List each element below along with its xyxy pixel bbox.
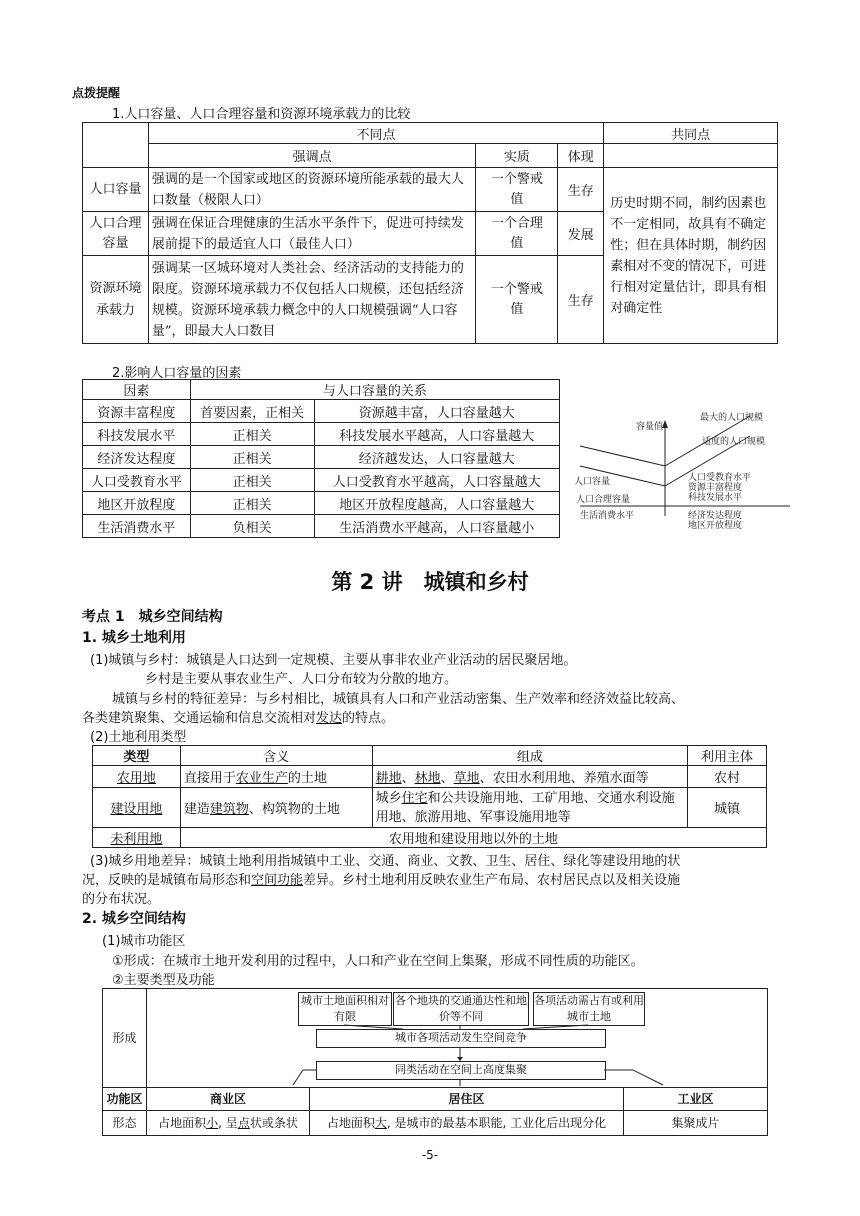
flow-arrows bbox=[103, 989, 767, 1087]
underlined-term: 农业生产 bbox=[235, 771, 288, 786]
text-span: 占地面积 bbox=[158, 1116, 207, 1130]
shape-label: 形态 bbox=[112, 1116, 137, 1130]
empty-header-cell bbox=[604, 144, 778, 168]
row-manifestation: 生存 bbox=[558, 256, 604, 344]
row-emphasis: 强调在保证合理健康的生活水平条件下，促进可持续发展前提下的最适宜人口（最佳人口） bbox=[148, 212, 475, 256]
text-span: , 呈 bbox=[218, 1116, 238, 1130]
paragraph-differences-1: 城镇与乡村的特征差异：与乡村相比，城镇具有人口和产业活动密集、生产效率和经济效益比较高、 bbox=[112, 692, 685, 707]
underlined-term: 发达 bbox=[316, 711, 343, 726]
x-right-label-2: 资源丰富程度 bbox=[688, 483, 743, 493]
factor-name: 经济发达程度 bbox=[83, 446, 191, 469]
types-paragraph: ②主要类型及功能 bbox=[112, 973, 215, 988]
text-span: 各类建筑聚集、交通运输和信息交流相对 bbox=[82, 711, 317, 726]
header-differences: 不同点 bbox=[148, 123, 603, 144]
table1-caption: 1.人口容量、人口合理容量和资源环境承载力的比较 bbox=[112, 107, 411, 122]
header-nature: 实质 bbox=[476, 144, 558, 168]
meaning-unused: 农用地和建设用地以外的土地 bbox=[180, 828, 766, 848]
text-span: 差异。乡村土地利用反映农业生产布局、农村居民点以及相关设施 bbox=[303, 873, 681, 888]
factor-correlation: 负相关 bbox=[190, 515, 314, 538]
land-use-subtitle: (2)土地利用类型 bbox=[90, 730, 187, 745]
underlined-term: 耕地 bbox=[375, 771, 402, 786]
factor-description: 地区开放程度越高，人口容量越大 bbox=[314, 492, 559, 515]
header-zone: 功能区 bbox=[106, 1092, 143, 1106]
subject-construction: 城镇 bbox=[688, 788, 767, 828]
text-span: 况，反映的是城镇布局形态和 bbox=[82, 873, 252, 888]
header-manifestation: 体现 bbox=[558, 144, 604, 168]
hint-title: 点拨提醒 bbox=[72, 86, 121, 100]
formation-paragraph: ①形成：在城市土地开发利用的过程中，人口和产业在空间上集聚，形成不同性质的功能区。 bbox=[112, 954, 644, 969]
row-emphasis: 强调某一区城环境对人类社会、经济活动的支持能力的限度。资源环境承载力不仅包括人口规模，还包括经济规模。资源环境承载力概念中的人口规模强调“人口容量”，即最大人口数目 bbox=[148, 256, 475, 344]
row-manifestation: 生存 bbox=[558, 168, 604, 212]
factor-description: 生活消费水平越高，人口容量越小 bbox=[314, 515, 559, 538]
header-composition: 组成 bbox=[372, 746, 688, 766]
paragraph-urban-rural: (1)城镇与乡村：城镇是人口达到一定规模、主要从事非农业产业活动的居民聚居地。 bbox=[90, 653, 577, 668]
underlined-term: 住宅 bbox=[401, 790, 428, 806]
functional-zone-subtitle: (1)城市功能区 bbox=[102, 934, 186, 949]
page-number: -5- bbox=[421, 1148, 439, 1162]
formation-label: 形成 bbox=[112, 1031, 137, 1045]
flow-box-agglomeration: 同类活动在空间上高度集聚 bbox=[316, 1061, 606, 1080]
row-name: 资源环境承载力 bbox=[83, 256, 149, 344]
row-emphasis: 强调的是一个国家或地区的资源环境所能承载的最大人口数量（极限人口） bbox=[148, 168, 475, 212]
subject-agricultural: 农村 bbox=[688, 766, 767, 788]
row-manifestation: 发展 bbox=[558, 212, 604, 256]
common-points-cell: 历史时期不同，制约因素也不一定相同，故具有不确定性；但在具体时期，制约因素相对不变的情况下，可进行相对定量估计，即具有相对确定性 bbox=[604, 168, 778, 344]
section1-title: 1. 城乡土地利用 bbox=[82, 630, 186, 646]
text-span: 、农田水利用地、养殖水面等 bbox=[479, 771, 649, 786]
x-left-label: 生活消费水平 bbox=[580, 511, 635, 521]
underlined-term: 小 bbox=[206, 1116, 219, 1130]
x-right-label-5: 地区开放程度 bbox=[688, 521, 743, 531]
paragraph-rural: 乡村是主要从事农业生产、人口分布较为分散的地方。 bbox=[145, 672, 458, 687]
empty-corner-cell bbox=[83, 123, 149, 168]
flow-box-land-limited: 城市土地面积相对有限 bbox=[298, 992, 392, 1026]
suitable-scale-label: 适度的人口规模 bbox=[702, 437, 766, 447]
text-span: 、 bbox=[440, 771, 454, 786]
flow-box-competition: 城市各项活动发生空间竞争 bbox=[316, 1029, 606, 1048]
row-name: 人口合理容量 bbox=[83, 212, 149, 256]
row-name: 人口容量 bbox=[83, 168, 149, 212]
text-span: 的土地 bbox=[287, 771, 327, 786]
flow-box-activities-occupy: 各项活动需占有或利用城市土地 bbox=[533, 992, 645, 1026]
key-point-title: 考点 1 城乡空间结构 bbox=[82, 609, 223, 625]
x-right-label-1: 人口受教育水平 bbox=[688, 473, 752, 483]
underlined-term: 林地 bbox=[414, 771, 441, 786]
factor-correlation: 首要因素，正相关 bbox=[190, 400, 314, 423]
land-use-table bbox=[92, 745, 767, 848]
factor-name: 生活消费水平 bbox=[83, 515, 191, 538]
factor-name: 资源丰富程度 bbox=[83, 400, 191, 423]
capacity-factors-table bbox=[82, 379, 560, 538]
text-span: 建造 bbox=[183, 802, 210, 817]
underlined-term: 大 bbox=[374, 1116, 387, 1130]
type-construction: 建设用地 bbox=[93, 788, 181, 828]
factor-description: 人口受教育水平越高，人口容量越大 bbox=[314, 469, 559, 492]
row-divider bbox=[103, 1110, 767, 1111]
capacity-graph bbox=[570, 406, 810, 536]
row-divider bbox=[103, 1087, 767, 1088]
factor-description: 资源越丰富，人口容量越大 bbox=[314, 400, 559, 423]
paragraph-land-diff-3: 的分布状况。 bbox=[82, 892, 161, 907]
section2-title: 2. 城乡空间结构 bbox=[82, 911, 186, 927]
text-span: 和公共设施用地、工矿用地、交通水利设施用地、旅游用地、军事设施用地等 bbox=[375, 790, 675, 825]
underlined-term: 建筑物 bbox=[209, 802, 249, 817]
factor-description: 科技发展水平越高，人口容量越大 bbox=[314, 423, 559, 446]
factor-description: 经济越发达，人口容量越大 bbox=[314, 446, 559, 469]
factor-name: 人口受教育水平 bbox=[83, 469, 191, 492]
factor-correlation: 正相关 bbox=[190, 446, 314, 469]
header-type: 类型 bbox=[93, 746, 181, 766]
header-factor: 因素 bbox=[83, 380, 191, 400]
underlined-term: 点 bbox=[237, 1116, 250, 1130]
composition-agricultural bbox=[372, 766, 688, 788]
text-span: 、构筑物的土地 bbox=[248, 802, 340, 817]
text-span: 、 bbox=[401, 771, 415, 786]
text-span: 的特点。 bbox=[342, 711, 395, 726]
row-nature: 一个警戒值 bbox=[476, 168, 558, 212]
residential-shape bbox=[310, 1114, 623, 1131]
population-capacity-label: 人口容量 bbox=[574, 477, 611, 487]
factor-correlation: 正相关 bbox=[190, 423, 314, 446]
row-nature: 一个警戒值 bbox=[476, 256, 558, 344]
row-nature: 一个合理值 bbox=[476, 212, 558, 256]
header-common: 共同点 bbox=[604, 123, 778, 144]
x-right-label-3: 科技发展水平 bbox=[688, 493, 743, 503]
paragraph-land-diff-1: (3)城乡用地差异：城镇土地利用指城镇中工业、交通、商业、文教、卫生、居住、绿化等建设用地的状 bbox=[90, 854, 681, 869]
text-span: 直接用于 bbox=[183, 771, 236, 786]
flow-box-accessibility: 各个地块的交通通达性和地价等不同 bbox=[393, 992, 529, 1026]
commercial-shape bbox=[147, 1114, 309, 1131]
x-right-label-4: 经济发达程度 bbox=[688, 511, 743, 521]
text-span: , 是城市的最基本职能, 工业化后出现分化 bbox=[386, 1116, 607, 1130]
max-scale-label: 最大的人口规模 bbox=[700, 413, 764, 423]
factor-name: 科技发展水平 bbox=[83, 423, 191, 446]
capacity-comparison-table bbox=[82, 122, 778, 344]
functional-zone-table bbox=[102, 988, 768, 1136]
header-relation: 与人口容量的关系 bbox=[190, 380, 559, 400]
industrial-shape: 集聚成片 bbox=[671, 1116, 720, 1130]
header-emphasis: 强调点 bbox=[148, 144, 475, 168]
type-unused: 未利用地 bbox=[93, 828, 181, 848]
text-span: 城乡 bbox=[375, 790, 402, 806]
type-agricultural: 农用地 bbox=[93, 766, 181, 788]
header-residential: 居住区 bbox=[448, 1092, 485, 1106]
factor-name: 地区开放程度 bbox=[83, 492, 191, 515]
lecture-title: 第 2 讲 城镇和乡村 bbox=[331, 570, 529, 594]
text-span: 占地面积 bbox=[326, 1116, 375, 1130]
header-commercial: 商业区 bbox=[209, 1092, 246, 1106]
underlined-term: 草地 bbox=[453, 771, 480, 786]
underlined-term: 空间功能 bbox=[251, 873, 304, 888]
factor-correlation: 正相关 bbox=[190, 469, 314, 492]
paragraph-land-diff-2 bbox=[82, 869, 680, 888]
paragraph-differences-2 bbox=[82, 707, 394, 726]
reasonable-capacity-label: 人口合理容量 bbox=[576, 495, 631, 505]
header-industrial: 工业区 bbox=[677, 1092, 714, 1106]
meaning-agricultural bbox=[180, 766, 372, 788]
meaning-construction bbox=[180, 788, 372, 828]
text-span: 状或条状 bbox=[249, 1116, 298, 1130]
composition-construction bbox=[372, 788, 688, 828]
y-axis-label: 容量值 bbox=[636, 422, 664, 432]
factor-correlation: 正相关 bbox=[190, 492, 314, 515]
header-subject: 利用主体 bbox=[688, 746, 767, 766]
header-meaning: 含义 bbox=[180, 746, 372, 766]
table2-caption: 2.影响人口容量的因素 bbox=[112, 366, 242, 381]
